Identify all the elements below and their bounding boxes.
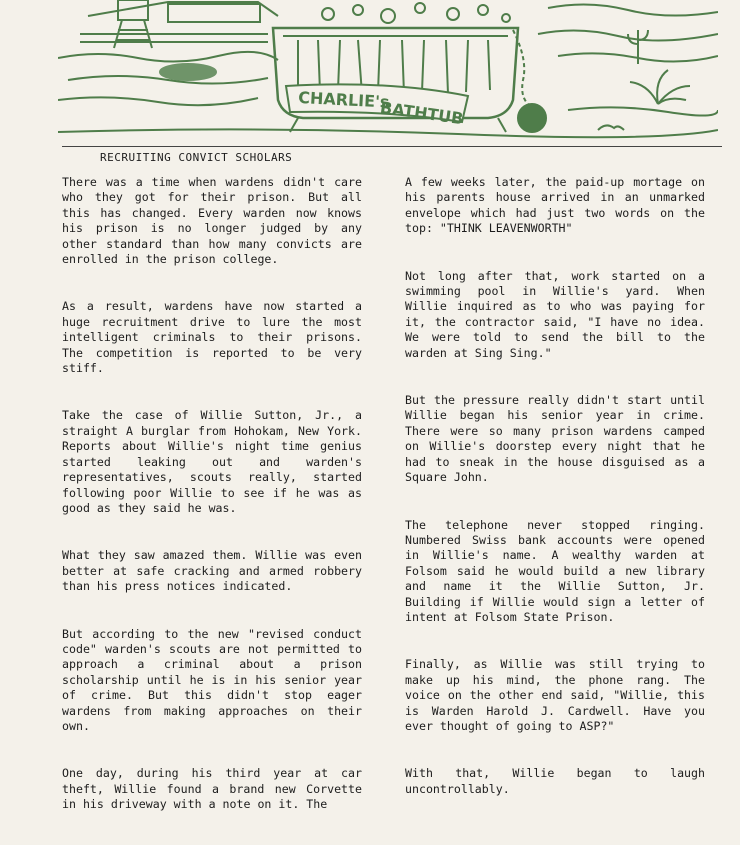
- prison-building-icon: [80, 2, 278, 42]
- paragraph: Take the case of Willie Sutton, Jr., a straight A burglar from Hohokam, New York. Reports about Willie's night time genius started leaking out and warden's representatives, scouts really, started following poor Willie to see if he was as good as they said he was.: [62, 408, 362, 515]
- paragraph: Not long after that, work started on a swimming pool in Willie's yard. When Willie inquired as to who was paying for it, the contractor said, "I have no idea. We were told to send the bill to the warden at Sing Sing.": [405, 268, 705, 360]
- paragraph: What they saw amazed them. Willie was even better at safe cracking and armed robbery than his press notices indicated.: [62, 548, 362, 594]
- paragraph: But according to the new "revised conduct code" warden's scouts are not permitted to approach a criminal about a prison scholarship until he is in his senior year of crime. But this didn't stop eager wardens from making approaches on their own.: [62, 626, 362, 733]
- paragraph: One day, during his third year at car theft, Willie found a brand new Corvette in his driveway with a note on it. The: [62, 766, 362, 812]
- header-divider: [62, 146, 722, 147]
- banner-title-part2: BATHTUB: [378, 97, 465, 129]
- paragraph: The telephone never stopped ringing. Numbered Swiss bank accounts were opened in Willie's name. A wealthy warden at Folsom said he would build a new library and name it the Willie Sutton, Jr. Building if Willie would sign a letter of intent at Folsom State Prison.: [405, 517, 705, 624]
- paragraph: There was a time when wardens didn't care who they got for their prison. But all this has changed. Every warden now knows his prison is no longer judged by any other standard than how many convicts are enrolled in the prison college.: [62, 175, 362, 267]
- paragraph: With that, Willie began to laugh uncontrollably.: [405, 766, 705, 796]
- masthead-illustration: [58, 0, 718, 148]
- paragraph: But the pressure really didn't start until Willie began his senior year in crime. There were so many prison wardens camped on Willie's doorstep every night that he had to sneak in the house disguised as a Square John.: [405, 393, 705, 485]
- paragraph: Finally, as Willie was still trying to make up his mind, the phone rang. The voice on the other end said, "Willie, this is Warden Harold J. Cardwell. Have you ever thought of going to ASP?": [405, 657, 705, 733]
- right-column: [405, 175, 705, 829]
- article-heading: RECRUITING CONVICT SCHOLARS: [100, 151, 293, 164]
- bird-icon: [598, 125, 624, 130]
- banner-title-part1: CHARLIE's: [297, 87, 390, 112]
- palm-plant-icon: [630, 70, 690, 104]
- paragraph: As a result, wardens have now started a huge recruitment drive to lure the most intelligent criminals to their prisons. The competition is reported to be very stiff.: [62, 299, 362, 376]
- left-column: [62, 175, 362, 845]
- paragraph: A few weeks later, the paid-up mortage on his parents house arrived in an unmarked envelope which had just two words on the top: "THINK LEAVENWORTH": [405, 175, 705, 236]
